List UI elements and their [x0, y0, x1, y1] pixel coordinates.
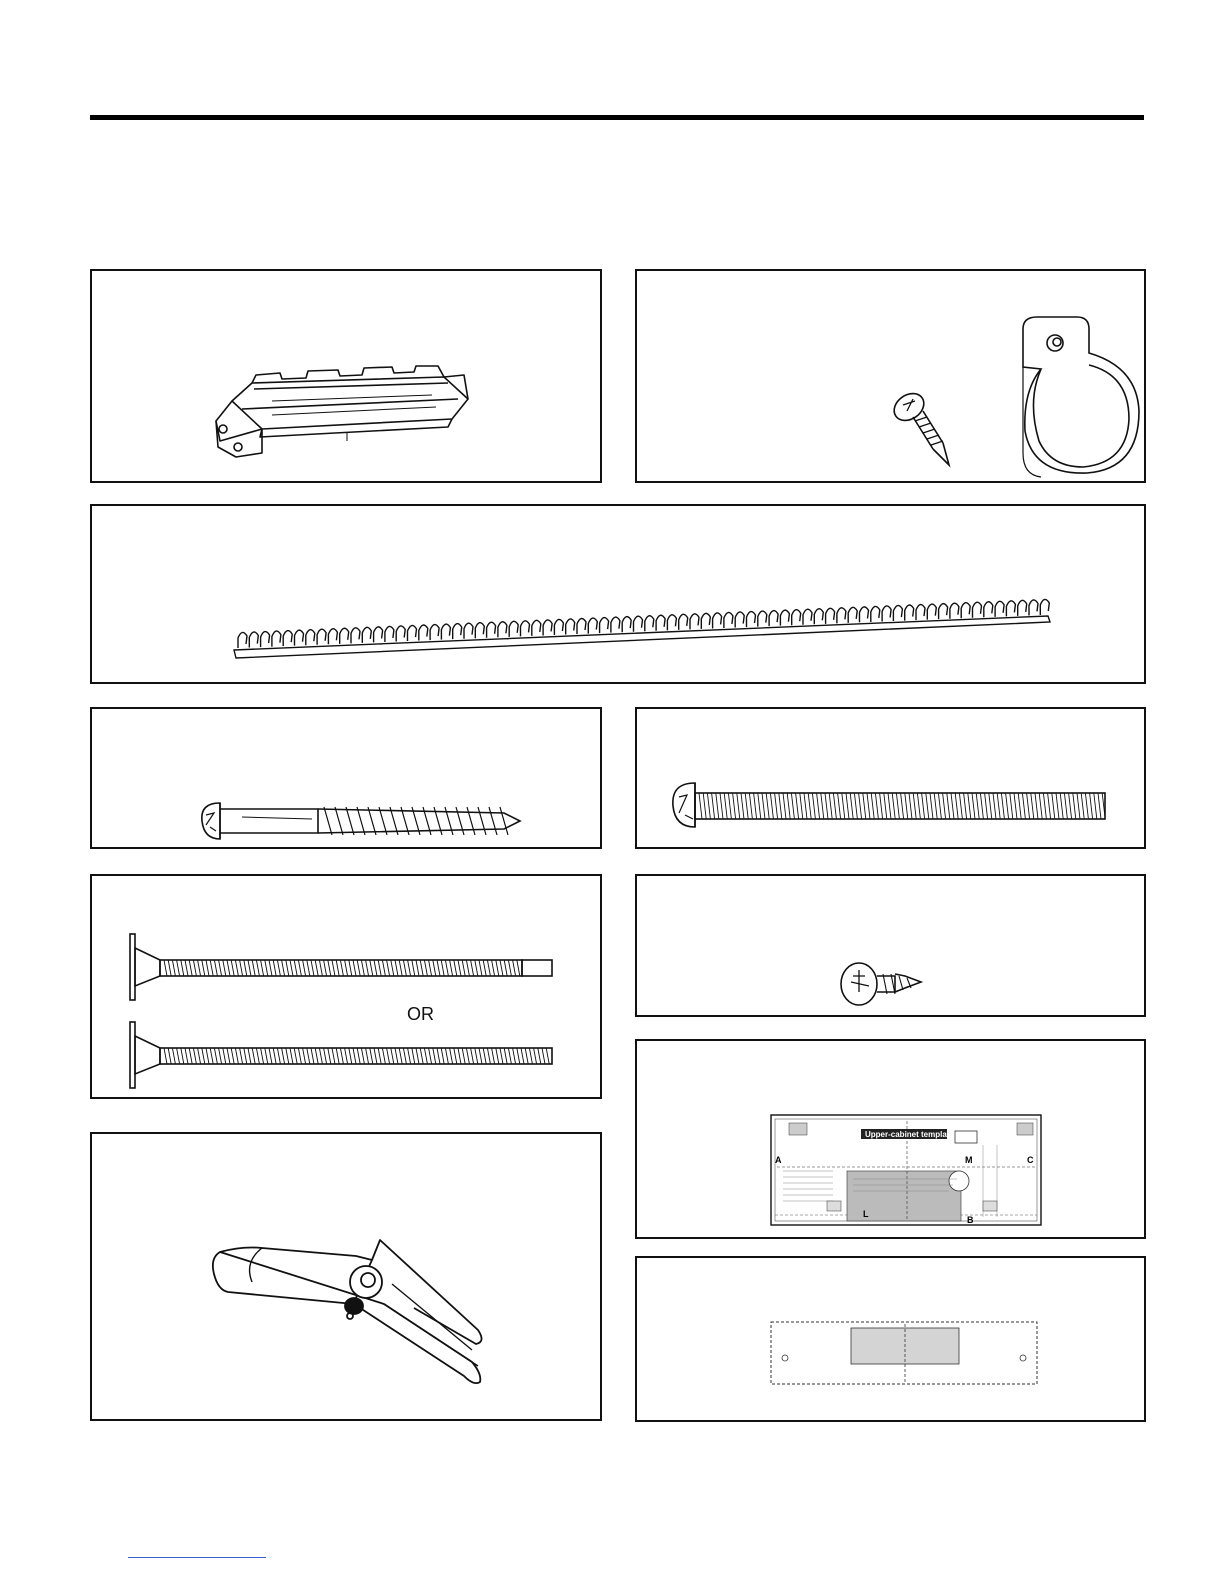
toggle-anchor-illustration [92, 1134, 600, 1419]
small-template-illustration [637, 1258, 1144, 1420]
part-panel-long-bolt [635, 707, 1146, 849]
template-letter-m: M [965, 1155, 973, 1165]
comb-strip-illustration [92, 506, 1144, 682]
template-letter-b: B [967, 1215, 974, 1225]
part-panel-lag-screw [90, 707, 602, 849]
template-letter-a: A [775, 1155, 782, 1165]
clamp-and-screw-illustration [637, 271, 1144, 481]
header-rule [90, 115, 1144, 120]
lag-screw-illustration [92, 709, 600, 847]
part-panel-comb-strip [90, 504, 1146, 684]
template-letter-c: C [1027, 1155, 1034, 1165]
long-bolt-illustration [637, 709, 1144, 847]
template-letter-l: L [863, 1209, 869, 1219]
flat-bolts-illustration [92, 876, 600, 1097]
part-panel-toggle-anchor [90, 1132, 602, 1421]
part-panel-small-template [635, 1256, 1146, 1422]
small-screw-illustration [637, 876, 1144, 1015]
bracket-illustration [92, 271, 600, 481]
part-panel-small-screw [635, 874, 1146, 1017]
part-panel-upper-template [635, 1039, 1146, 1239]
part-panel-bracket [90, 269, 602, 483]
or-separator-label: OR [407, 1004, 434, 1024]
template-title: Upper-cabinet template [865, 1130, 954, 1139]
footer-link-underline [128, 1557, 266, 1558]
part-panel-clamp [635, 269, 1146, 483]
part-panel-flat-bolts [90, 874, 602, 1099]
upper-cabinet-template-illustration [637, 1041, 1144, 1237]
